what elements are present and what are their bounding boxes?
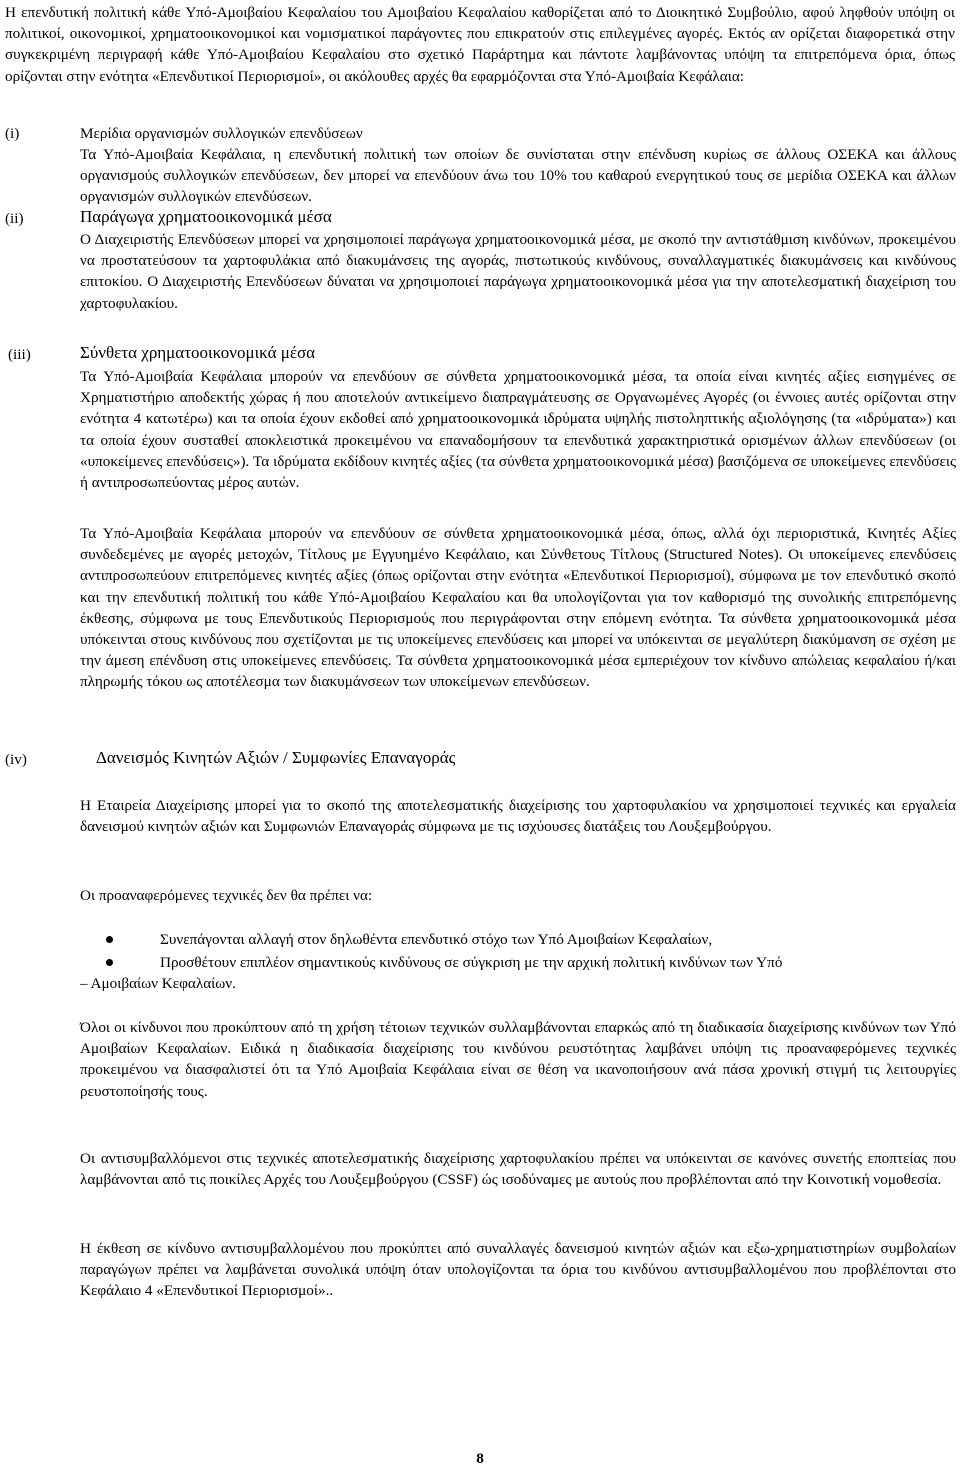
section-i-paragraph: Τα Υπό-Αμοιβαία Κεφάλαια, η επενδυτική πολιτική των οποίων δε συνίσταται στην επένδυση κυρίως σε άλλους ΟΣΕΚΑ και άλλους οργανισμούς συλλογικών επενδύσεων, δεν μπορεί να επενδύουν άνω του 10% του καθαρού ενεργητικού τους σε μερίδια ΟΣΕΚΑ και άλλων οργανισμών συλλογικών επενδύσεων. <box>80 146 956 206</box>
section-heading-iii: Σύνθετα χρηματοοικονομικά μέσα <box>80 343 316 362</box>
section-heading-i: Μερίδια οργανισμών συλλογικών επενδύσεων <box>80 125 363 142</box>
section-iii-paragraph-1: Τα Υπό-Αμοιβαία Κεφάλαια μπορούν να επενδύουν σε σύνθετα χρηματοοικονομικά μέσα, τα οποία είναι κινητές αξίες εισηγμένες σε Χρηματιστήριο αποδεκτής χώρας ή που αποτελούν αντικείμενο διαπραγμάτευσης σε Οργανωμένες Αγορές (οι έννοιες αυτές ορίζονται στην ενότητα 4 κατωτέρω) και τα οποία έχουν εκδοθεί από χρηματοοικονομικά ιδρύματα υψηλής πιστοληπτικής αξιολόγησης (τα «ιδρύματα») και τα οποία έχουν συσταθεί αποκλειστικά προκειμένου να επαναδομήσουν τα επενδυτικά χαρακτηριστικά ορισμένων άλλων επενδύσεων (οι «υποκείμενες επενδύσεις»). Τα ιδρύματα εκδίδουν κινητές αξίες (τα σύνθετα χρηματοοικονομικά μέσα) βασιζόμενα σε υποκείμενες επενδύσεις ή αντιπροσωπεύοντας μέρος αυτών. <box>80 368 956 492</box>
bullet-icon <box>106 936 113 943</box>
bullet-text: Προσθέτουν επιπλέον σημαντικούς κινδύνους σε σύγκριση με την αρχική πολιτική κινδύνων των Υπό <box>160 954 783 971</box>
section-heading-ii: Παράγωγα χρηματοοικονομικά μέσα <box>80 207 332 226</box>
section-iii-paragraph-2: Τα Υπό-Αμοιβαία Κεφάλαια μπορούν να επενδύουν σε σύνθετα χρηματοοικονομικά μέσα, όπως, αλλά όχι περιοριστικά, Κινητές Αξίες συνδεδεμένες με αγορές μετοχών, Τίτλους με Εγγυημένο Κεφάλαιο, και Σύνθετους Τίτλους (Structured Notes). Οι υποκείμενες επενδύσεις αντιπροσωπεύουν επιτρεπόμενες κινητές αξίες (όπως ορίζονται στην ενότητα «Επενδυτικοί Περιορισμοί), σύμφωνα με τον επενδυτικό σκοπό και την επενδυτική πολιτική του κάθε Υπό-Αμοιβαίου Κεφαλαίου και θα υπολογίζονται για τον καθορισμό της συνολικής επιτρεπόμενης έκθεσης, σύμφωνα με τους Επενδυτικούς Περιορισμούς που περιγράφονται στην επόμενη ενότητα. Τα σύνθετα χρηματοοικονομικά μέσα υπόκεινται στους κινδύνους που σχετίζονται με τις υποκείμενες επενδύσεις και μπορεί να υπόκεινται σε μεγαλύτερη διακύμανση σε σχέση με την άμεση επένδυση στις υποκείμενες επενδύσεις. Τα σύνθετα χρηματοοικονομικά μέσα εμπεριέχουν τον κίνδυνο απώλειας κεφαλαίου ή/και πληρωμής τόκου ως αποτέλεσμα των διακυμάνσεων των υποκείμενων επενδύσεων. <box>80 525 956 691</box>
bullet-text: Συνεπάγονται αλλαγή στον δηλωθέντα επενδυτικό στόχο των Υπό Αμοιβαίων Κεφαλαίων, <box>160 931 713 948</box>
section-marker-iii: (iii) <box>8 346 31 363</box>
section-marker-ii: (ii) <box>5 210 24 227</box>
section-heading-iv: Δανεισμός Κινητών Αξιών / Συμφωνίες Επαναγοράς <box>96 748 456 767</box>
section-marker-iv: (iv) <box>5 751 27 768</box>
page-number: 8 <box>476 1450 484 1467</box>
section-iv-paragraph-2: Οι προαναφερόμενες τεχνικές δεν θα πρέπει να: <box>80 887 373 904</box>
section-iv-paragraph-3: Όλοι οι κίνδυνοι που προκύπτουν από τη χρήση τέτοιων τεχνικών συλλαμβάνονται επαρκώς από τη διαδικασία διαχείρισης κινδύνων των Υπό Αμοιβαίων Κεφαλαίων. Ειδικά η διαδικασία διαχείρισης του κινδύνου ρευστότητας λαμβάνει υπόψη τις προαναφερόμενες τεχνικές προκειμένου να διασφαλιστεί ότι τα Υπό Αμοιβαία Κεφάλαια είναι σε θέση να ικανοποιήσουν ανά πάσα χρονική στιγμή τις λειτουργίες ρευστοποίησής τους. <box>80 1019 956 1100</box>
bullet-list-item <box>80 929 956 950</box>
section-marker-i: (i) <box>5 125 20 142</box>
bullet-icon <box>106 959 113 966</box>
section-iv-paragraph-1: Η Εταιρεία Διαχείρισης μπορεί για το σκοπό της αποτελεσματικής διαχείρισης του χαρτοφυλακίου να χρησιμοποιεί τεχνικές και εργαλεία δανεισμού κινητών αξιών και Συμφωνιών Επαναγοράς σύμφωνα με τις ισχύουσες διατάξεις του Λουξεμβούργου. <box>80 797 956 836</box>
section-ii-paragraph: Ο Διαχειριστής Επενδύσεων μπορεί να χρησιμοποιεί παράγωγα χρηματοοικονομικά μέσα, με σκοπό την αντιστάθμιση κινδύνων, προκειμένου να προστατεύσουν τα χαρτοφυλάκια από διακυμάνσεις της αγοράς, πιστωτικούς κινδύνους, συναλλαγματικές διακυμάνσεις και κινδύνους επιτοκίου. Ο Διαχειριστής Επενδύσεων δύναται να χρησιμοποιεί παράγωγα χρηματοοικονομικά μέσα για την αποτελεσματική διαχείριση του χαρτοφυλακίου. <box>80 231 956 312</box>
intro-paragraph: Η επενδυτική πολιτική κάθε Υπό-Αμοιβαίου Κεφαλαίου του Αμοιβαίου Κεφαλαίου καθορίζεται από το Διοικητικό Συμβούλιο, αφού ληφθούν υπόψη οι πολιτικοί, οικονομικοί, χρηματοοικονομικοί και νομισματικοί παράγοντες που επικρατούν στις επιλεγμένες αγορές. Εκτός αν ορίζεται διαφορετικά στην συγκεκριμένη περιγραφή κάθε Υπό-Αμοιβαίου Κεφαλαίου στο σχετικό Παράρτημα και πάντοτε λαμβάνοντας υπόψη τα επιτρεπόμενα όρια, όπως ορίζονται στην ενότητα «Επενδυτικοί Περιορισμοί», οι ακόλουθες αρχές θα εφαρμόζονται στα Υπό-Αμοιβαία Κεφάλαια: <box>5 4 955 85</box>
section-iv-paragraph-4: Οι αντισυμβαλλόμενοι στις τεχνικές αποτελεσματικής διαχείρισης χαρτοφυλακίου πρέπει να υπόκεινται σε κανόνες συνετής εποπτείας που λαμβάνονται από τις ποικίλες Αρχές του Λουξεμβούργου (CSSF) ώς ισοδύναμες με αυτούς που προβλέπονται από την Κοινοτική νομοθεσία. <box>80 1150 956 1189</box>
bullet-list-item <box>80 952 956 996</box>
section-iv-paragraph-5: Η έκθεση σε κίνδυνο αντισυμβαλλομένου που προκύπτει από συναλλαγές δανεισμού κινητών αξιών και εξω-χρηματιστηρίων συμβολαίων παραγώγων πρέπει να λαμβάνεται συνολικά υπόψη όταν υπολογίζονται τα όρια του κινδύνου αντισυμβαλλομένου που προβλέπονται στο Κεφάλαιο 4 «Επενδυτικοί Περιορισμοί».. <box>80 1240 956 1300</box>
bullet-text-continuation: – Αμοιβαίων Κεφαλαίων. <box>80 975 236 992</box>
